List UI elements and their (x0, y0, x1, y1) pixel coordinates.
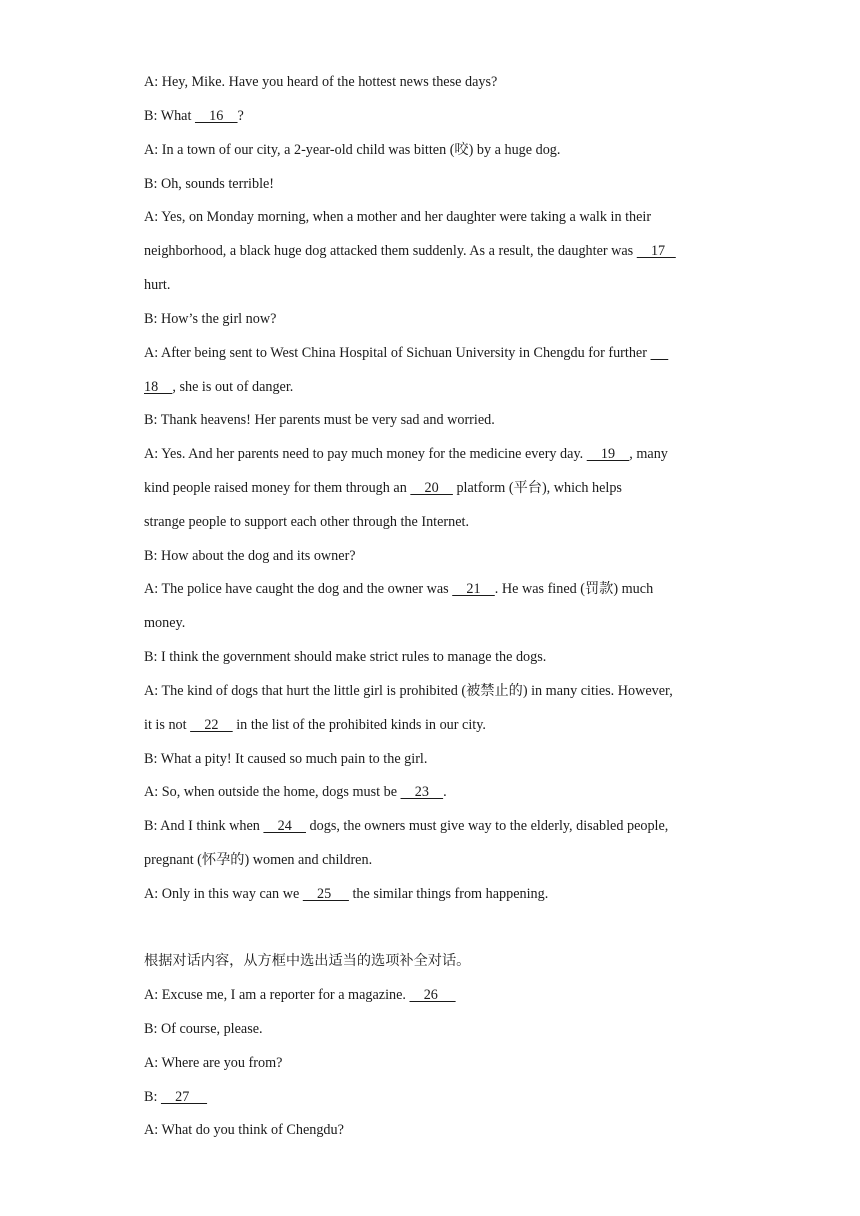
line-text: B: How about the dog and its owner? (144, 548, 356, 564)
line-text: , she is out of danger. (172, 379, 294, 395)
dialogue-line (144, 1088, 744, 1106)
line-text: B: (144, 1089, 161, 1105)
dialogue-line (144, 716, 744, 734)
line-text: B: Oh, sounds terrible! (144, 176, 275, 192)
line-text: B: I think the government should make strict rules to manage the dogs. (144, 649, 547, 665)
answer-blank: 26 (409, 987, 456, 1003)
dialogue-line (144, 310, 744, 328)
answer-blank: 20 (410, 480, 453, 496)
line-text: B: And I think when (144, 818, 264, 834)
answer-blank: 23 (400, 784, 444, 800)
line-text: kind people raised money for them through an (144, 480, 411, 496)
answer-blank: 17 (636, 243, 676, 259)
answer-blank: 27 (160, 1089, 208, 1105)
answer-blank: 24 (263, 818, 306, 834)
answer-blank (651, 344, 669, 362)
answer-blank: 22 (190, 717, 233, 733)
dialogue-line (144, 547, 744, 565)
dialogue-line (144, 648, 744, 666)
dialogue-line (144, 411, 744, 429)
dialogue-line (144, 1020, 744, 1038)
dialogue-line (144, 851, 744, 869)
answer-blank: 21 (452, 581, 495, 597)
line-text: the similar things from happening. (348, 886, 549, 902)
line-text: B: How’s the girl now? (144, 311, 277, 327)
dialogue-line (144, 107, 744, 125)
dialogue-line (144, 73, 744, 91)
line-text: A: The kind of dogs that hurt the little girl is prohibited (被禁止的) in many cities. However, (144, 683, 673, 699)
dialogue-line (144, 614, 744, 632)
dialogue-line (144, 175, 744, 193)
line-text: , many (629, 446, 668, 462)
line-text: A: Hey, Mike. Have you heard of the hottest news these days? (144, 74, 498, 90)
line-text: neighborhood, a black huge dog attacked them suddenly. As a result, the daughter was (144, 243, 637, 259)
answer-blank: 18 (144, 379, 173, 395)
line-text: money. (144, 615, 186, 631)
dialogue-line (144, 682, 744, 700)
line-text: strange people to support each other through the Internet. (144, 514, 470, 530)
answer-blank: 19 (586, 446, 630, 462)
line-text: it is not (144, 717, 191, 733)
line-text: platform (平台), which helps (452, 480, 622, 496)
line-text: A: Only in this way can we (144, 886, 303, 902)
dialogue-line (144, 344, 744, 362)
dialogue-line (144, 141, 744, 159)
line-text: . (443, 784, 447, 800)
line-text: B: What (144, 108, 195, 124)
line-text: dogs, the owners must give way to the elderly, disabled people, (305, 818, 669, 834)
dialogue-line (144, 445, 744, 463)
dialogue-line (144, 1054, 744, 1072)
dialogue-line (144, 479, 744, 497)
dialogue-line (144, 1121, 744, 1139)
answer-blank: 16 (194, 108, 238, 124)
line-text: ? (237, 108, 244, 124)
dialogue-line (144, 817, 744, 835)
line-text: A: Yes, on Monday morning, when a mother and her daughter were taking a walk in their (144, 209, 652, 225)
dialogue-line (144, 242, 744, 260)
dialogue-line (144, 378, 744, 396)
line-text: hurt. (144, 277, 171, 293)
line-text: A: Where are you from? (144, 1055, 283, 1071)
line-text: . He was fined (罚款) much (494, 581, 654, 597)
line-text: A: What do you think of Chengdu? (144, 1122, 344, 1138)
line-text: A: The police have caught the dog and the owner was (144, 581, 453, 597)
line-text: in the list of the prohibited kinds in our city. (232, 717, 486, 733)
dialogue-line (144, 513, 744, 531)
line-text: B: Of course, please. (144, 1021, 263, 1037)
line-text: B: Thank heavens! Her parents must be very sad and worried. (144, 412, 495, 428)
section-instruction: 根据对话内容，从方框中选出适当的选项补全对话。 (144, 953, 471, 969)
dialogue-line (144, 750, 744, 768)
answer-blank: 25 (302, 886, 349, 902)
line-text: pregnant (怀孕的) women and children. (144, 852, 373, 868)
line-text: A: Excuse me, I am a reporter for a magazine. (144, 987, 410, 1003)
dialogue-line (144, 885, 744, 903)
line-text: B: What a pity! It caused so much pain to the girl. (144, 751, 428, 767)
dialogue-line (144, 783, 744, 801)
line-text: A: Yes. And her parents need to pay much money for the medicine every day. (144, 446, 587, 462)
line-text: A: After being sent to West China Hospital of Sichuan University in Chengdu for further (144, 345, 651, 361)
line-text: A: In a town of our city, a 2-year-old child was bitten (咬) by a huge dog. (144, 142, 561, 158)
line-text: A: So, when outside the home, dogs must be (144, 784, 401, 800)
dialogue-line (144, 986, 744, 1004)
dialogue-line (144, 580, 744, 598)
dialogue-line (144, 208, 744, 226)
dialogue-line (144, 276, 744, 294)
